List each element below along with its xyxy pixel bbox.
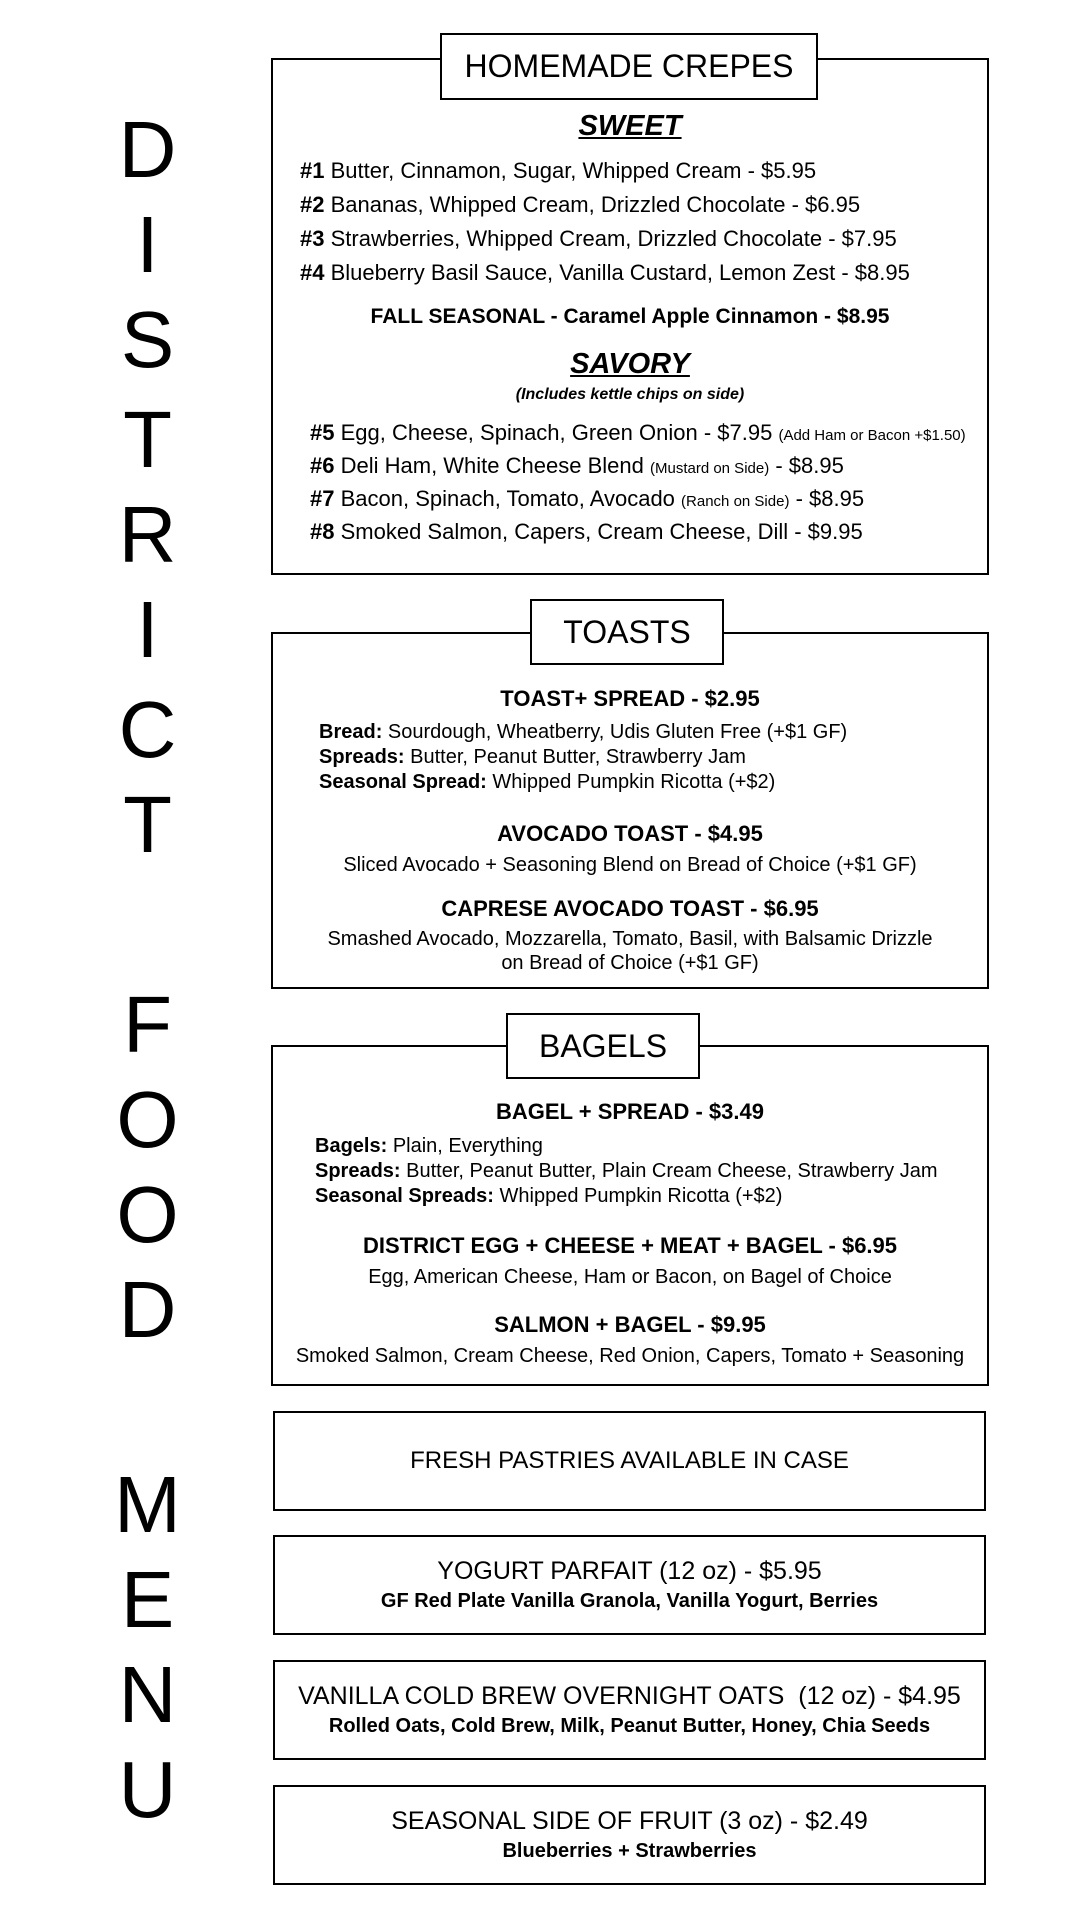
item-number: #6 bbox=[310, 453, 335, 478]
detail-label: Seasonal Spreads: bbox=[315, 1185, 494, 1207]
district-bagel-desc: Egg, American Cheese, Ham or Bacon, on Bagel of Choice bbox=[368, 1266, 892, 1288]
item-text: Bacon, Spinach, Tomato, Avocado bbox=[340, 486, 675, 511]
item-text: Strawberries, Whipped Cream, Drizzled Chocolate - $7.95 bbox=[330, 226, 897, 251]
bagel-detail-line bbox=[315, 1135, 543, 1158]
item-note: (Ranch on Side) bbox=[681, 493, 790, 510]
title-letter: O bbox=[116, 1075, 179, 1164]
title-letter: O bbox=[116, 1170, 179, 1259]
title-letter: I bbox=[136, 585, 159, 674]
item-number: #4 bbox=[300, 260, 325, 285]
salmon-bagel-title: SALMON + BAGEL - $9.95 bbox=[494, 1312, 766, 1337]
caprese-toast-desc-2: on Bread of Choice (+$1 GF) bbox=[501, 952, 759, 974]
menu-item bbox=[310, 519, 863, 545]
title-letter: T bbox=[123, 780, 172, 869]
toast-detail-line bbox=[319, 721, 847, 744]
detail-text: Whipped Pumpkin Ricotta (+$2) bbox=[499, 1185, 783, 1207]
title-letter: R bbox=[118, 490, 177, 579]
item-text: Egg, Cheese, Spinach, Green Onion - $7.95 bbox=[340, 420, 773, 445]
savory-note: (Includes kettle chips on side) bbox=[515, 386, 745, 403]
crepes-title: HOMEMADE CREPES bbox=[440, 33, 818, 100]
item-text: Bananas, Whipped Cream, Drizzled Chocolate - $6.95 bbox=[330, 192, 861, 217]
oats-title: VANILLA COLD BREW OVERNIGHT OATS (12 oz) - $4.95 bbox=[298, 1682, 961, 1710]
sweet-header: SWEET bbox=[578, 110, 682, 142]
menu-item bbox=[300, 260, 910, 286]
savory-header: SAVORY bbox=[570, 348, 690, 380]
parfait-title: YOGURT PARFAIT (12 oz) - $5.95 bbox=[437, 1557, 822, 1585]
title-letter: U bbox=[118, 1745, 177, 1834]
menu-item bbox=[310, 486, 864, 512]
menu-item bbox=[300, 192, 860, 218]
oats-desc: Rolled Oats, Cold Brew, Milk, Peanut Butter, Honey, Chia Seeds bbox=[328, 1715, 931, 1737]
toast-detail-line bbox=[319, 771, 775, 794]
item-number: #3 bbox=[300, 226, 325, 251]
fruit-title: SEASONAL SIDE OF FRUIT (3 oz) - $2.49 bbox=[391, 1807, 868, 1835]
detail-text: Sourdough, Wheatberry, Udis Gluten Free (+$1 GF) bbox=[387, 721, 848, 743]
pastries-text: FRESH PASTRIES AVAILABLE IN CASE bbox=[410, 1447, 849, 1474]
pastries-box bbox=[273, 1411, 986, 1511]
title-letter: D bbox=[118, 105, 177, 194]
item-note: (Add Ham or Bacon +$1.50) bbox=[778, 427, 966, 444]
title-letter: C bbox=[118, 685, 177, 774]
salmon-bagel-desc: Smoked Salmon, Cream Cheese, Red Onion, Capers, Tomato + Seasoning bbox=[295, 1345, 965, 1367]
menu-item bbox=[310, 453, 844, 479]
bagel-detail-line bbox=[315, 1185, 782, 1208]
district-bagel-title: DISTRICT EGG + CHEESE + MEAT + BAGEL - $6.95 bbox=[362, 1233, 898, 1258]
title-letter: F bbox=[123, 980, 172, 1069]
fruit-box bbox=[273, 1785, 986, 1885]
title-letter: I bbox=[136, 200, 159, 289]
detail-label: Bread: bbox=[319, 721, 383, 743]
item-text: Deli Ham, White Cheese Blend bbox=[340, 453, 644, 478]
crepes-section bbox=[271, 58, 989, 575]
toast-detail-line bbox=[319, 746, 746, 769]
item-text: Smoked Salmon, Capers, Cream Cheese, Dill - $9.95 bbox=[340, 519, 863, 544]
toasts-section bbox=[271, 632, 989, 989]
bagel-detail-line bbox=[315, 1160, 938, 1183]
title-letter: S bbox=[120, 295, 175, 384]
title-letter: M bbox=[114, 1460, 181, 1549]
detail-text: Butter, Peanut Butter, Plain Cream Cheese, Strawberry Jam bbox=[406, 1160, 938, 1182]
detail-label: Spreads: bbox=[319, 746, 405, 768]
title-letter: E bbox=[120, 1555, 175, 1644]
bagels-title: BAGELS bbox=[506, 1013, 700, 1079]
detail-text: Plain, Everything bbox=[392, 1135, 543, 1157]
seasonal-special: FALL SEASONAL - Caramel Apple Cinnamon - $8.95 bbox=[370, 305, 890, 328]
fruit-desc: Blueberries + Strawberries bbox=[502, 1840, 757, 1862]
item-number: #2 bbox=[300, 192, 325, 217]
avocado-toast-title: AVOCADO TOAST - $4.95 bbox=[497, 821, 763, 846]
bagels-section bbox=[271, 1045, 989, 1386]
detail-text: Whipped Pumpkin Ricotta (+$2) bbox=[492, 771, 776, 793]
bagel-spread-title: BAGEL + SPREAD - $3.49 bbox=[496, 1099, 764, 1124]
menu-item bbox=[300, 226, 897, 252]
parfait-box bbox=[273, 1535, 986, 1635]
title-letter: D bbox=[118, 1265, 177, 1354]
item-number: #5 bbox=[310, 420, 335, 445]
toast-spread-title: TOAST+ SPREAD - $2.95 bbox=[500, 686, 760, 711]
menu-item bbox=[300, 158, 816, 184]
caprese-toast-title: CAPRESE AVOCADO TOAST - $6.95 bbox=[441, 896, 819, 921]
parfait-desc: GF Red Plate Vanilla Granola, Vanilla Yogurt, Berries bbox=[380, 1590, 879, 1612]
detail-label: Bagels: bbox=[315, 1135, 388, 1157]
oats-box bbox=[273, 1660, 986, 1760]
item-number: #7 bbox=[310, 486, 335, 511]
menu-item bbox=[310, 420, 966, 446]
item-text: Blueberry Basil Sauce, Vanilla Custard, Lemon Zest - $8.95 bbox=[330, 260, 910, 285]
detail-label: Spreads: bbox=[315, 1160, 401, 1182]
item-number: #1 bbox=[300, 158, 325, 183]
item-price: - $8.95 bbox=[775, 453, 844, 478]
title-letter: N bbox=[118, 1650, 177, 1739]
detail-label: Seasonal Spread: bbox=[319, 771, 487, 793]
toasts-title: TOASTS bbox=[530, 599, 724, 665]
avocado-toast-desc: Sliced Avocado + Seasoning Blend on Bread of Choice (+$1 GF) bbox=[343, 854, 917, 876]
item-text: Butter, Cinnamon, Sugar, Whipped Cream - $5.95 bbox=[330, 158, 817, 183]
caprese-toast-desc: Smashed Avocado, Mozzarella, Tomato, Basil, with Balsamic Drizzle bbox=[327, 928, 933, 950]
item-note: (Mustard on Side) bbox=[649, 460, 770, 477]
detail-text: Butter, Peanut Butter, Strawberry Jam bbox=[410, 746, 746, 768]
title-letter: T bbox=[123, 395, 172, 484]
item-price: - $8.95 bbox=[795, 486, 865, 511]
item-number: #8 bbox=[310, 519, 335, 544]
